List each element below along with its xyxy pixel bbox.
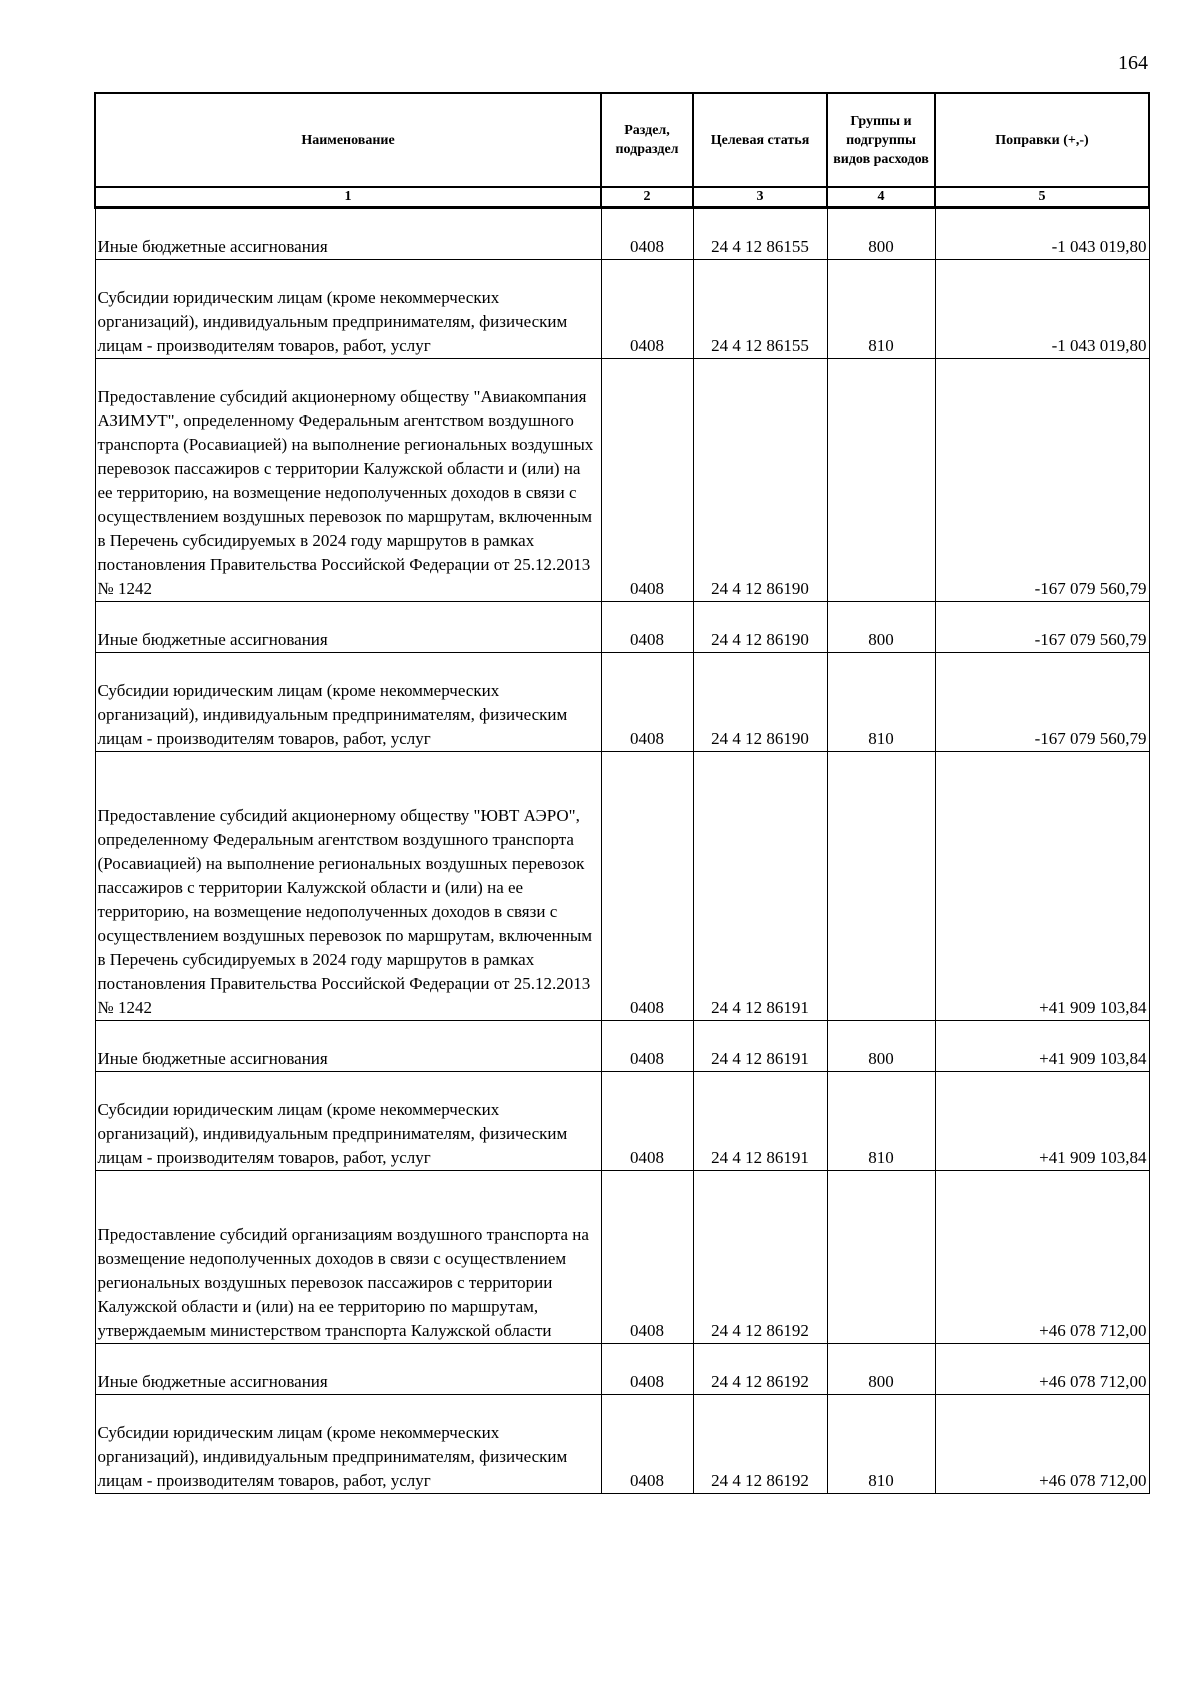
table-row bbox=[95, 1021, 1149, 1072]
row-group: 810 bbox=[827, 1395, 935, 1494]
table-row bbox=[95, 602, 1149, 653]
row-group bbox=[827, 359, 935, 602]
row-group: 810 bbox=[827, 653, 935, 752]
row-name: Предоставление субсидий организациям воздушного транспорта на возмещение недополученных доходов в связи с осуществлением региональных воздушных перевозок пассажиров с территории Калужской области и (или) на ее территорию по маршрутам, утверждаемым министерством транспорта Калужской области bbox=[95, 1171, 601, 1344]
row-amount: +46 078 712,00 bbox=[935, 1171, 1149, 1344]
table-row bbox=[95, 1171, 1149, 1344]
row-target: 24 4 12 86191 bbox=[693, 752, 827, 1021]
budget-table bbox=[94, 92, 1150, 1494]
page-number: 164 bbox=[1118, 52, 1148, 74]
header-section: Раздел, подраздел bbox=[601, 93, 693, 187]
row-group: 800 bbox=[827, 1021, 935, 1072]
row-group bbox=[827, 752, 935, 1021]
row-name: Иные бюджетные ассигнования bbox=[95, 1344, 601, 1395]
table-row bbox=[95, 1395, 1149, 1494]
row-amount: +41 909 103,84 bbox=[935, 1021, 1149, 1072]
row-section: 0408 bbox=[601, 602, 693, 653]
header-target: Целевая статья bbox=[693, 93, 827, 187]
row-section: 0408 bbox=[601, 653, 693, 752]
row-amount: +46 078 712,00 bbox=[935, 1395, 1149, 1494]
row-target: 24 4 12 86192 bbox=[693, 1344, 827, 1395]
table-row bbox=[95, 260, 1149, 359]
row-name: Субсидии юридическим лицам (кроме некоммерческих организаций), индивидуальным предпринимателям, физическим лицам - производителям товаров, работ, услуг bbox=[95, 260, 601, 359]
table-header-row bbox=[95, 93, 1149, 187]
table-row bbox=[95, 1344, 1149, 1395]
row-target: 24 4 12 86190 bbox=[693, 602, 827, 653]
header-number: 3 bbox=[693, 187, 827, 208]
row-target: 24 4 12 86155 bbox=[693, 260, 827, 359]
row-target: 24 4 12 86190 bbox=[693, 359, 827, 602]
row-amount: -1 043 019,80 bbox=[935, 260, 1149, 359]
row-name: Иные бюджетные ассигнования bbox=[95, 208, 601, 260]
header-name: Наименование bbox=[95, 93, 601, 187]
row-group: 810 bbox=[827, 1072, 935, 1171]
row-group: 800 bbox=[827, 1344, 935, 1395]
row-section: 0408 bbox=[601, 1072, 693, 1171]
header-number: 5 bbox=[935, 187, 1149, 208]
row-group: 800 bbox=[827, 602, 935, 653]
row-section: 0408 bbox=[601, 260, 693, 359]
row-amount: +41 909 103,84 bbox=[935, 1072, 1149, 1171]
header-number: 2 bbox=[601, 187, 693, 208]
row-amount: -1 043 019,80 bbox=[935, 208, 1149, 260]
row-name: Субсидии юридическим лицам (кроме некоммерческих организаций), индивидуальным предпринимателям, физическим лицам - производителям товаров, работ, услуг bbox=[95, 653, 601, 752]
row-section: 0408 bbox=[601, 1021, 693, 1072]
row-target: 24 4 12 86190 bbox=[693, 653, 827, 752]
row-section: 0408 bbox=[601, 752, 693, 1021]
table-row bbox=[95, 653, 1149, 752]
row-amount: -167 079 560,79 bbox=[935, 653, 1149, 752]
header-groups: Группы и подгруппы видов расходов bbox=[827, 93, 935, 187]
row-name: Иные бюджетные ассигнования bbox=[95, 602, 601, 653]
row-section: 0408 bbox=[601, 1344, 693, 1395]
row-name: Предоставление субсидий акционерному обществу "Авиакомпания АЗИМУТ", определенному Федеральным агентством воздушного транспорта (Росавиацией) на выполнение региональных воздушных перевозок пассажиров с территории Калужской области и (или) на ее территорию, на возмещение недополученных доходов в связи с осуществлением воздушных перевозок по маршрутам, включенным в Перечень субсидируемых в 2024 году маршрутов в рамках постановления Правительства Российской Федерации от 25.12.2013 № 1242 bbox=[95, 359, 601, 602]
row-name: Субсидии юридическим лицам (кроме некоммерческих организаций), индивидуальным предпринимателям, физическим лицам - производителям товаров, работ, услуг bbox=[95, 1072, 601, 1171]
row-section: 0408 bbox=[601, 1171, 693, 1344]
row-name: Субсидии юридическим лицам (кроме некоммерческих организаций), индивидуальным предпринимателям, физическим лицам - производителям товаров, работ, услуг bbox=[95, 1395, 601, 1494]
row-target: 24 4 12 86191 bbox=[693, 1072, 827, 1171]
header-amendments: Поправки (+,-) bbox=[935, 93, 1149, 187]
row-group: 810 bbox=[827, 260, 935, 359]
row-section: 0408 bbox=[601, 359, 693, 602]
table-row bbox=[95, 1072, 1149, 1171]
row-amount: +46 078 712,00 bbox=[935, 1344, 1149, 1395]
row-amount: +41 909 103,84 bbox=[935, 752, 1149, 1021]
row-target: 24 4 12 86155 bbox=[693, 208, 827, 260]
row-amount: -167 079 560,79 bbox=[935, 359, 1149, 602]
header-number: 4 bbox=[827, 187, 935, 208]
row-group: 800 bbox=[827, 208, 935, 260]
row-amount: -167 079 560,79 bbox=[935, 602, 1149, 653]
row-target: 24 4 12 86192 bbox=[693, 1171, 827, 1344]
table-header-numbers-row bbox=[95, 187, 1149, 208]
row-name: Иные бюджетные ассигнования bbox=[95, 1021, 601, 1072]
row-target: 24 4 12 86191 bbox=[693, 1021, 827, 1072]
table-row bbox=[95, 208, 1149, 260]
row-group bbox=[827, 1171, 935, 1344]
row-name: Предоставление субсидий акционерному обществу "ЮВТ АЭРО", определенному Федеральным агентством воздушного транспорта (Росавиацией) на выполнение региональных воздушных перевозок пассажиров с территории Калужской области и (или) на ее территорию, на возмещение недополученных доходов в связи с осуществлением воздушных перевозок по маршрутам, включенным в Перечень субсидируемых в 2024 году маршрутов в рамках постановления Правительства Российской Федерации от 25.12.2013 № 1242 bbox=[95, 752, 601, 1021]
row-target: 24 4 12 86192 bbox=[693, 1395, 827, 1494]
table-row bbox=[95, 752, 1149, 1021]
row-section: 0408 bbox=[601, 208, 693, 260]
table-row bbox=[95, 359, 1149, 602]
header-number: 1 bbox=[95, 187, 601, 208]
row-section: 0408 bbox=[601, 1395, 693, 1494]
